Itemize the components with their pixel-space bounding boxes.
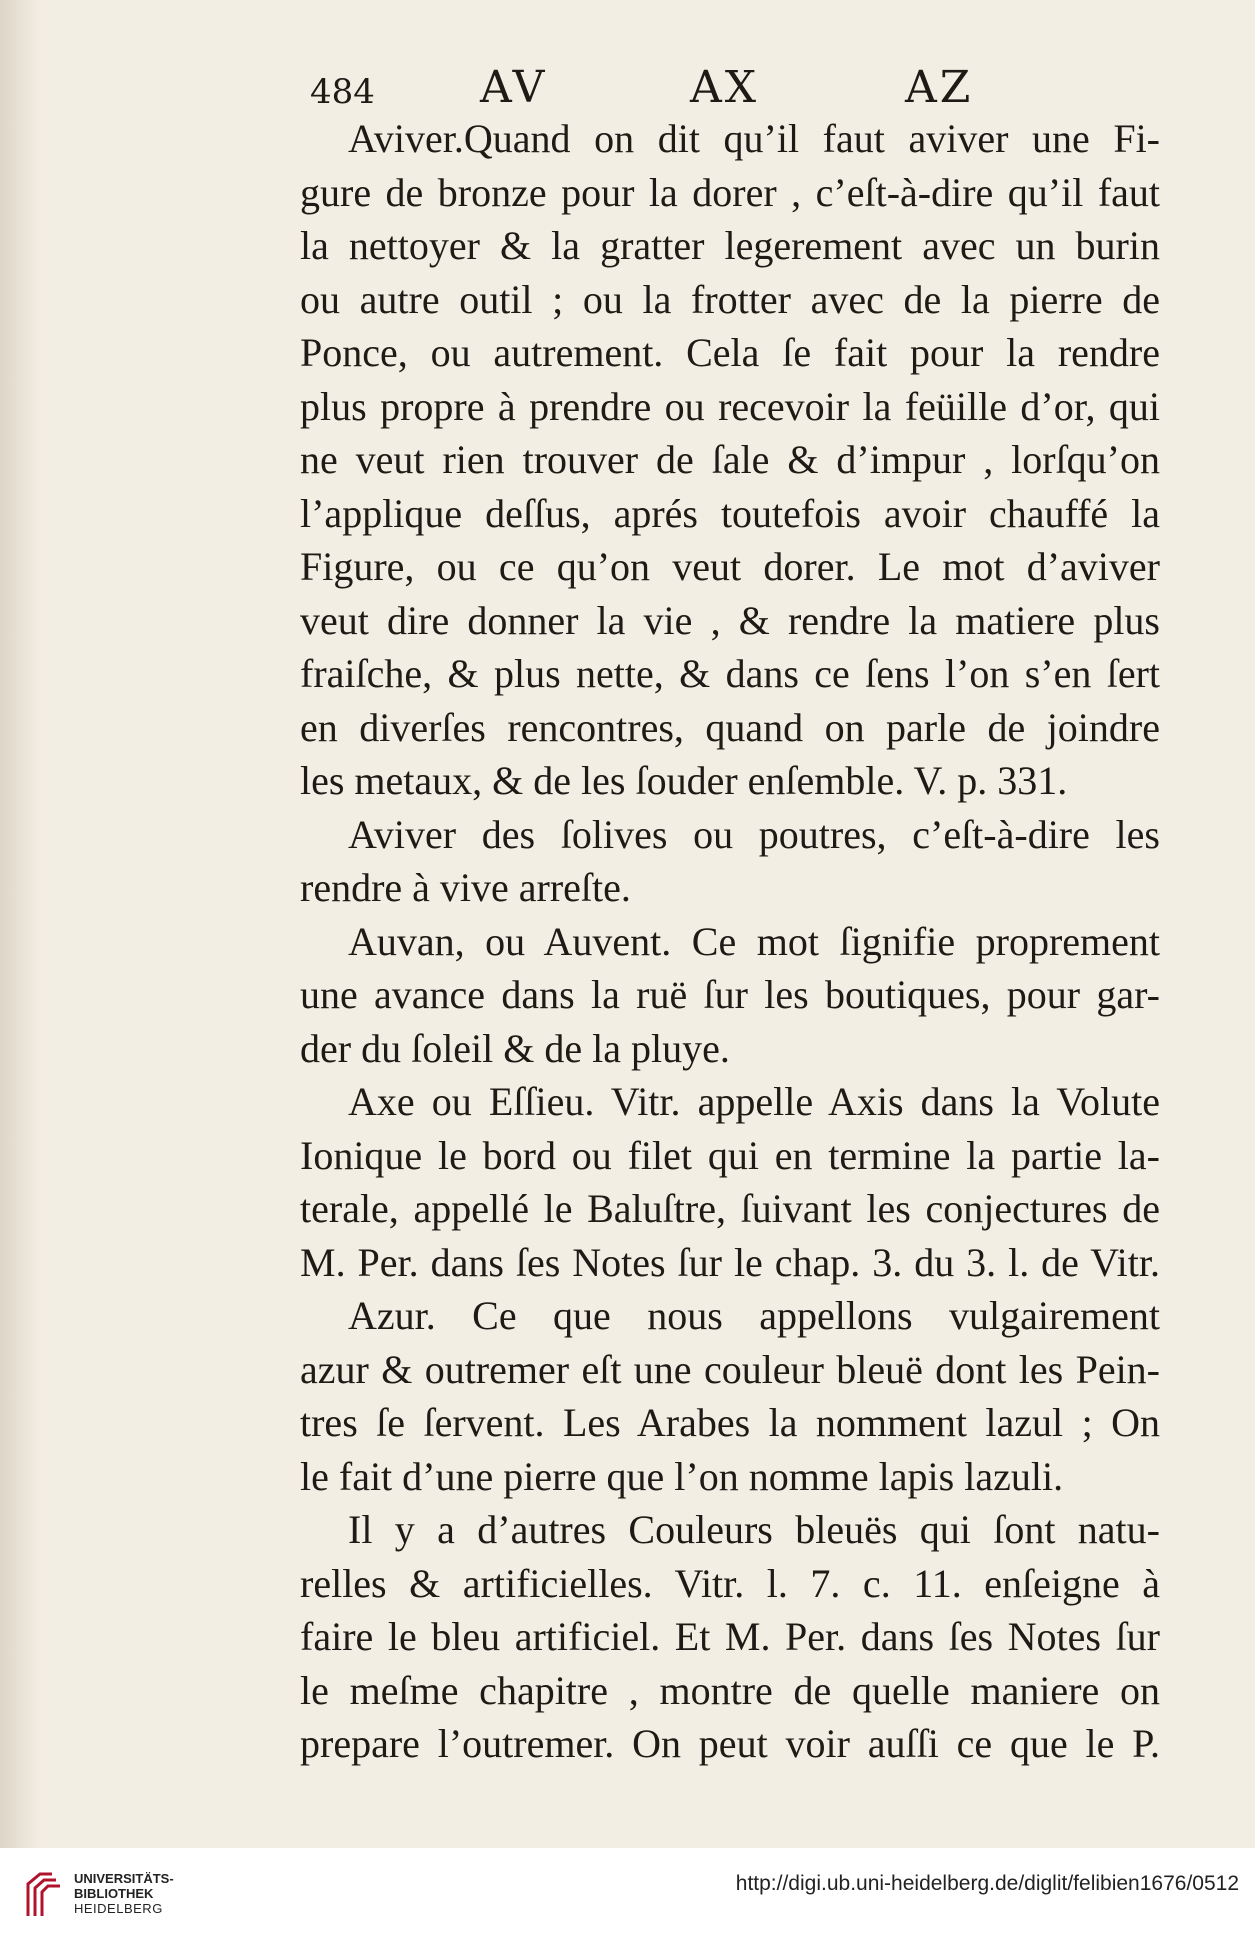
text-line: les metaux, & de les ſouder enſemble. V. p. 331. [300, 758, 1068, 803]
permalink-url[interactable]: http://digi.ub.uni-heidelberg.de/diglit/felibien1676/0512 [735, 1872, 1239, 1895]
header-entry-av: AV [480, 62, 548, 113]
text-line: gure de bronze pour la dorer , c’eſt-à-dire qu’il faut [300, 169, 1160, 215]
text-line: Azur. Ce que nous appellons vulgairement [348, 1293, 1160, 1338]
text-line: ne veut rien trouver de ſale & d’impur , lorſqu’on [300, 437, 1160, 482]
text-line: Ponce, ou autrement. Cela ſe fait pour la rendre [300, 330, 1160, 375]
text-line: tres ſe ſervent. Les Arabes la nomment lazul ; On [300, 1400, 1160, 1445]
text-line: Figure, ou ce qu’on veut dorer. Le mot d’aviver [300, 544, 1160, 589]
text-line: une avance dans la ruë ſur les boutiques, pour gar- [300, 972, 1160, 1017]
text-line: der du ſoleil & de la pluye. [300, 1025, 730, 1071]
library-name-line2: BIBLIOTHEK [74, 1886, 154, 1901]
header-entry-ax: AX [690, 62, 760, 113]
body-text [300, 112, 1160, 1771]
text-line: le fait d’une pierre que l’on nomme lapis lazuli. [300, 1453, 1064, 1499]
library-name-line3: HEIDELBERG [74, 1901, 163, 1916]
page-number: 484 [310, 72, 375, 112]
text-line: Auvan, ou Auvent. Ce mot ſignifie proprement [348, 918, 1160, 964]
library-name [74, 1871, 174, 1916]
page-gutter-shadow [0, 0, 40, 1848]
text-line: azur & outremer eſt une couleur bleuë dont les Pein- [300, 1346, 1160, 1392]
text-line: prepare l’outremer. On peut voir auſſi ce que le P. [300, 1721, 1160, 1766]
text-line: Aviver des ſolives ou poutres, c’eſt-à-dire les [348, 811, 1160, 857]
text-line: terale, appellé le Baluſtre, ſuivant les conjectures de [300, 1186, 1160, 1231]
text-line: plus propre à prendre ou recevoir la feüille d’or, qui [300, 383, 1160, 429]
text-line: veut dire donner la vie , & rendre la matiere plus [300, 597, 1160, 643]
text-line: le meſme chapitre , montre de quelle maniere on [300, 1667, 1160, 1713]
library-logo-icon [24, 1870, 64, 1920]
header-entry-az: AZ [905, 62, 974, 113]
text-line: fraiſche, & plus nette, & dans ce ſens l’on s’en ſert [300, 651, 1160, 696]
text-line: relles & artificielles. Vitr. l. 7. c. 11. enſeigne à [300, 1560, 1160, 1606]
text-line: l’applique deſſus, aprés toutefois avoir chauffé la [300, 490, 1160, 536]
text-line: M. Per. dans ſes Notes ſur le chap. 3. du 3. l. de Vitr. [300, 1239, 1160, 1285]
text-line: rendre à vive arreſte. [300, 865, 631, 910]
text-line: la nettoyer & la gratter legerement avec un burin [300, 223, 1160, 268]
text-line: Ionique le bord ou filet qui en termine la partie la- [300, 1132, 1160, 1178]
text-line: faire le bleu artificiel. Et M. Per. dans ſes Notes ſur [300, 1614, 1160, 1659]
library-name-line1: UNIVERSITÄTS- [74, 1871, 174, 1886]
text-line: Il y a d’autres Couleurs bleuës qui ſont natu- [348, 1507, 1160, 1552]
digitization-footer [0, 1848, 1255, 1939]
text-line: ou autre outil ; ou la frotter avec de la pierre de [300, 276, 1160, 322]
text-line: Axe ou Eſſieu. Vitr. appelle Axis dans la Volute [348, 1079, 1160, 1124]
text-line: Aviver.Quand on dit qu’il faut aviver une Fi- [348, 116, 1160, 161]
text-line: en diverſes rencontres, quand on parle de joindre [300, 704, 1160, 750]
